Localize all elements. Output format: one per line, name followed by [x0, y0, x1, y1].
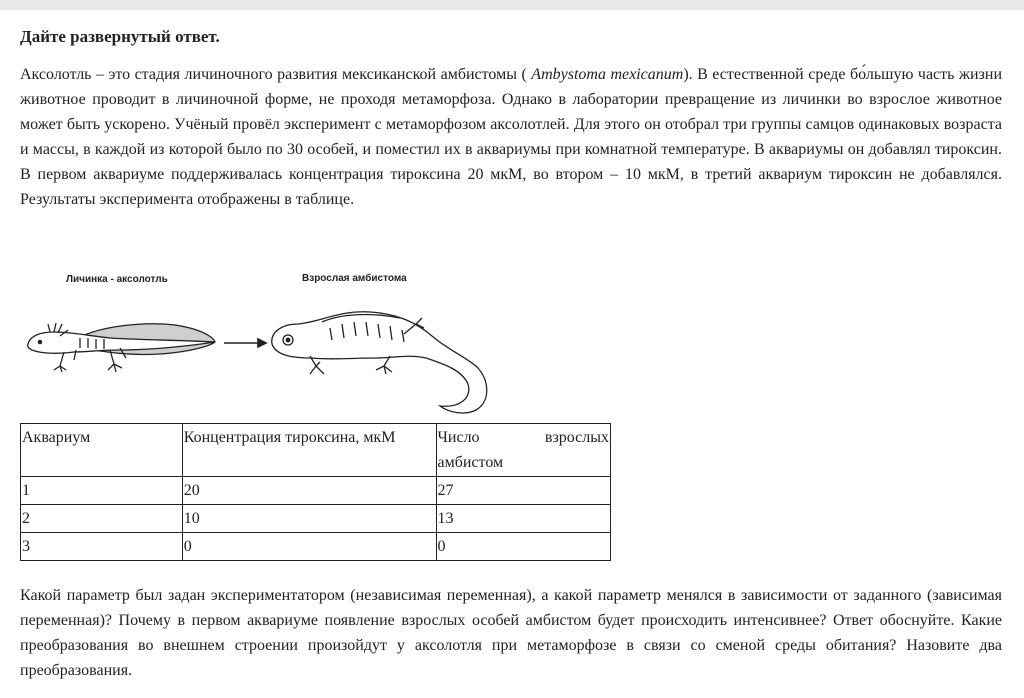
cell-concentration: 20 — [182, 477, 436, 505]
metamorphosis-drawing — [20, 266, 500, 418]
cell-adult-count: 13 — [436, 505, 611, 533]
results-table — [20, 423, 611, 561]
table-row — [21, 505, 611, 533]
cell-adult-count: 0 — [436, 533, 611, 561]
table-row — [21, 477, 611, 505]
intro-paragraph — [20, 62, 1002, 212]
task-heading: Дайте развернутый ответ. — [20, 27, 220, 46]
adult-ambystoma-drawing — [272, 312, 487, 413]
larva-label: Личинка - аксолотль — [66, 274, 168, 285]
header-concentration: Концентрация тироксина, мкМ — [182, 424, 436, 477]
adult-label: Взрослая амбистома — [302, 273, 407, 284]
cell-aquarium: 1 — [21, 477, 183, 505]
arrow-icon — [224, 339, 266, 347]
cell-adult-count: 27 — [436, 477, 611, 505]
table-header-row — [21, 424, 611, 477]
axolotl-metamorphosis-figure — [20, 266, 500, 418]
top-bar — [0, 0, 1024, 10]
cell-aquarium: 2 — [21, 505, 183, 533]
header-adult-count: Число взрослых амбистом — [436, 424, 611, 477]
species-name: Ambystoma mexicanum — [531, 66, 684, 83]
cell-aquarium: 3 — [21, 533, 183, 561]
cell-concentration: 10 — [182, 505, 436, 533]
question-paragraph: Какой параметр был задан экспериментатором (независимая переменная), а какой параметр менялся в зависимости от заданного (зависимая переменная)? Почему в первом аквариуме появление взрослых особей амбистом будет происходить интенсивнее? Ответ обоснуйте. Какие преобразования во внешнем строении произойдут у аксолотля при метаморфозе в связи со сменой среды обитания? Назовите два преобразования. — [20, 587, 1002, 679]
intro-text-rest: ). В естественной среде бо́льшую часть жизни животное проводит в личиночной форме, не проходя метаморфоза. Однако в лаборатории превращение из личинки во взрослое животное может быть ускорено. Учёный провёл эксперимент с метаморфозом аксолотлей. Для этого он отобрал три группы самцов одинаковых возраста и массы, в каждой из которой было по 30 особей, и поместил их в аквариумы при комнатной температуре. В аквариумы он добавлял тироксин. В первом аквариуме поддерживалась концентрация тироксина 20 мкМ, во втором – 10 мкМ, в третий аквариум тироксин не добавлялся. Результаты эксперимента отображены в таблице. — [20, 66, 1002, 208]
table-row — [21, 533, 611, 561]
header-aquarium: Аквариум — [21, 424, 183, 477]
intro-text-start: Аксолотль – это стадия личиночного развития мексиканской амбистомы ( — [20, 66, 532, 83]
task-content — [20, 22, 1002, 212]
larva-axolotl-drawing — [28, 323, 215, 372]
cell-concentration: 0 — [182, 533, 436, 561]
